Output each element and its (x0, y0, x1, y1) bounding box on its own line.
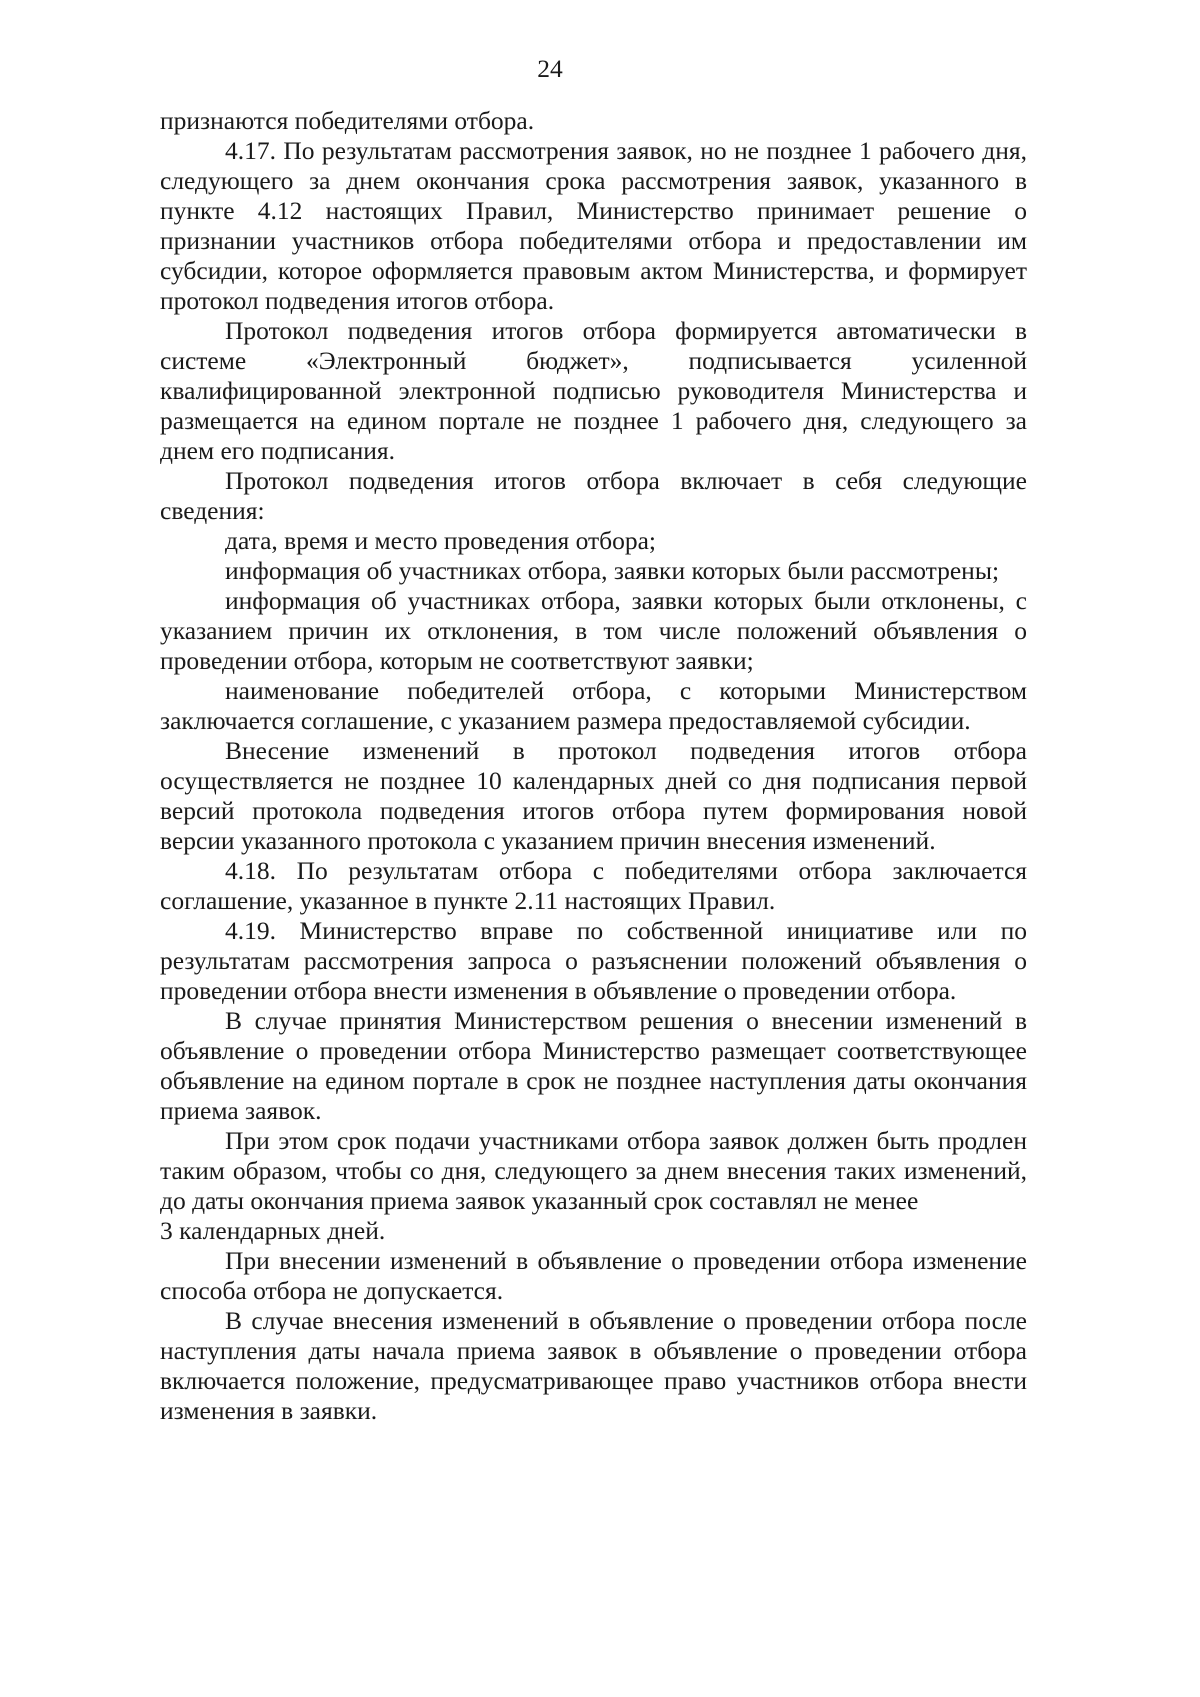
paragraph-protocol-contents: Протокол подведения итогов отбора включает в себя следующие сведения: (160, 466, 1027, 525)
paragraph-protocol-changes: Внесение изменений в протокол подведения итогов отбора осуществляется не позднее 10 календарных дней со дня подписания первой версий протокола подведения итогов отбора путем формирования новой версии указанного протокола с указанием причин внесения изменений. (160, 736, 1027, 855)
paragraph-amend-applications: В случае внесения изменений в объявление о проведении отбора после наступления даты начала приема заявок в объявление о проведении отбора включается положение, предусматривающее право участников отбора внести изменения в заявки. (160, 1306, 1027, 1425)
paragraph-method-unchanged: При внесении изменений в объявление о проведении отбора изменение способа отбора не допускается. (160, 1246, 1027, 1305)
paragraph-clause-4-18: 4.18. По результатам отбора с победителями отбора заключается соглашение, указанное в пункте 2.11 настоящих Правил. (160, 856, 1027, 915)
list-item-reviewed-participants: информация об участниках отбора, заявки которых были рассмотрены; (225, 556, 1000, 585)
page-number: 24 (537, 54, 563, 83)
paragraph-clause-4-19: 4.19. Министерство вправе по собственной инициативе или по результатам рассмотрения запроса о разъяснении положений объявления о проведении отбора внести изменения в объявление о проведении отбора. (160, 916, 1027, 1005)
list-item-date-time-place: дата, время и место проведения отбора; (225, 526, 657, 555)
document-body (160, 106, 1027, 1426)
paragraph-calendar-days: 3 календарных дней. (160, 1216, 386, 1245)
paragraph-clause-4-17: 4.17. По результатам рассмотрения заявок, но не позднее 1 рабочего дня, следующего за днем окончания срока рассмотрения заявок, указанного в пункте 4.12 настоящих Правил, Министерство принимает решение о признании участников отбора победителями отбора и предоставлении им субсидии, которое оформляется правовым актом Министерства, и формирует протокол подведения итогов отбора. (160, 136, 1027, 315)
list-item-rejected-participants: информация об участниках отбора, заявки которых были отклонены, с указанием причин их отклонения, в том числе положений объявления о проведении отбора, которым не соответствуют заявки; (160, 586, 1027, 675)
paragraph-announcement-changes: В случае принятия Министерством решения о внесении изменений в объявление о проведении отбора Министерство размещает соответствующее объявление на едином портале в срок не позднее наступления даты окончания приема заявок. (160, 1006, 1027, 1125)
list-item-winners: наименование победителей отбора, с которыми Министерством заключается соглашение, с указанием размера предоставляемой субсидии. (160, 676, 1027, 735)
paragraph-protocol-formation: Протокол подведения итогов отбора формируется автоматически в системе «Электронный бюджет», подписывается усиленной квалифицированной электронной подписью руководителя Министерства и размещается на едином портале не позднее 1 рабочего дня, следующего за днем его подписания. (160, 316, 1027, 465)
paragraph-deadline-extension: При этом срок подачи участниками отбора заявок должен быть продлен таким образом, чтобы со дня, следующего за днем внесения таких изменений, до даты окончания приема заявок указанный срок составлял не менее (160, 1126, 1027, 1215)
paragraph-0: признаются победителями отбора. (160, 106, 535, 135)
